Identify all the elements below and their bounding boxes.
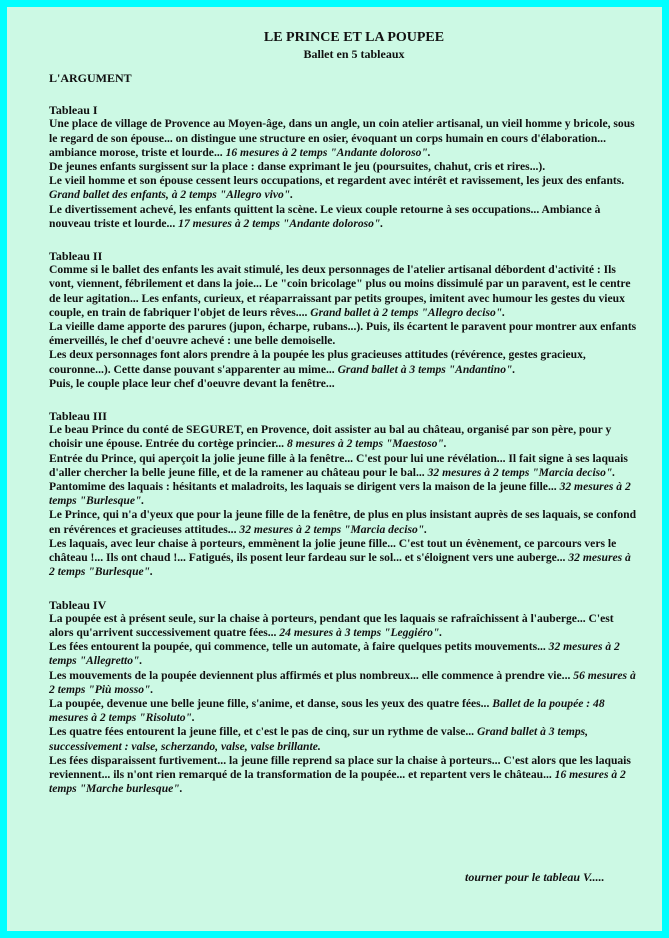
music-indication: 24 mesures à 3 temps "Leggiéro". bbox=[279, 625, 443, 639]
tableau-paragraph bbox=[49, 697, 639, 725]
music-indication: 16 mesures à 2 temps "Andante doloroso". bbox=[225, 145, 431, 159]
tableau-section bbox=[49, 598, 639, 797]
paragraph-text: Le divertissement achevé, les enfants quittent la scène. Le vieux couple retourne à ses occupations... Ambiance à nouveau triste et lourde... bbox=[49, 202, 601, 230]
paragraph-text: La poupée, devenue une belle jeune fille, s'anime, et danse, sous les yeux des quatre fées... bbox=[49, 696, 493, 710]
argument-heading: L'ARGUMENT bbox=[49, 71, 132, 85]
tableau-paragraph bbox=[49, 480, 639, 508]
music-indication: Ballet de la poupée : 48 mesures à 2 temps "Risoluto". bbox=[49, 696, 605, 725]
footer-note: tourner pour le tableau V..... bbox=[465, 870, 605, 884]
tableau-paragraph bbox=[49, 117, 639, 160]
music-indication: 32 mesures à 2 temps "Allegretto". bbox=[49, 640, 620, 668]
tableau-paragraph bbox=[49, 377, 639, 391]
document-subtitle: Ballet en 5 tableaux bbox=[303, 47, 405, 61]
paragraph-text: Les mouvements de la poupée deviennent plus affirmés et plus nombreux... elle commence à prendre vie... bbox=[49, 668, 574, 682]
paragraph-text: Une place de village de Provence au Moyen-âge, dans un angle, un coin atelier artisanal, un vieil homme y bricole, sous le regard de son épouse... on distingue une structure en osier, évoquant un corps humain en cours d'élaboration... ambiance morose, triste et lourde... bbox=[49, 117, 635, 159]
paragraph-text: De jeunes enfants surgissent sur la place : danse exprimant le jeu (poursuites, chahut, cris et rires...). bbox=[49, 160, 546, 174]
document-title: LE PRINCE ET LA POUPEE bbox=[263, 30, 445, 45]
music-indication: 17 mesures à 2 temps "Andante doloroso". bbox=[178, 216, 384, 230]
music-indication: 16 mesures à 2 temps "Marche burlesque". bbox=[49, 767, 626, 796]
paragraph-text: Les deux personnages font alors prendre à la poupée les plus gracieuses attitudes (révérence, gestes gracieux, couronne...). Cette danse pouvant s'apparenter au mime... bbox=[49, 348, 586, 376]
paragraph-text: Les fées disparaissent furtivement... la jeune fille reprend sa place sur la chaise à porteurs... C'est alors que les laquais reviennent... ils n'ont rien remarqué de la transformation de la poupée... et repartent vers le château... bbox=[49, 753, 631, 781]
music-indication: 56 mesures à 2 temps "Più mosso". bbox=[49, 668, 636, 696]
paragraph-text: Le beau Prince du conté de SEGURET, en Provence, doit assister au bal au château, organisé par son père, pour y choisir une épouse. Entrée du cortège princier... bbox=[49, 423, 612, 451]
tableau-paragraph bbox=[49, 203, 639, 231]
tableau-paragraph bbox=[49, 508, 639, 536]
music-indication: 32 mesures à 2 temps "Burlesque". bbox=[49, 551, 631, 579]
document-page bbox=[7, 7, 662, 931]
music-indication: Grand ballet à 3 temps, successivement : valse, scherzando, valse, valse brillante. bbox=[49, 725, 589, 753]
paragraph-text: Les laquais, avec leur chaise à porteurs, emmènent la jolie jeune fille... C'est tout un évènement, ce parcours vers le château !... Ils ont chaud !... Fatigués, ils posent leur fardeau sur le sol... et s'éloignent vers une auberge... bbox=[49, 536, 617, 565]
music-indication: 32 mesures à 2 temps "Marcia deciso". bbox=[239, 522, 428, 536]
tableau-heading: Tableau II bbox=[49, 249, 103, 264]
paragraph-text: Pantomime des laquais : hésitants et maladroits, les laquais se dirigent vers la maison de la jeune fille... bbox=[49, 480, 560, 494]
paragraph-text: La poupée est à présent seule, sur la chaise à porteurs, pendant que les laquais se rafraîchissent à l'auberge... C'est alors qu'arrivent successivement quatre fées... bbox=[49, 611, 614, 639]
tableau-paragraph bbox=[49, 452, 639, 480]
tableau-heading: Tableau I bbox=[49, 103, 98, 118]
tableau-paragraph bbox=[49, 320, 639, 348]
music-indication: Grand ballet à 3 temps "Andantino". bbox=[337, 362, 516, 376]
paragraph-text: Le Prince, qui n'a d'yeux que pour la jeune fille de la fenêtre, de plus en plus insistant auprès de ses laquais, se confond en révérences et gracieuses attitudes... bbox=[49, 508, 637, 536]
tableau-paragraph bbox=[49, 725, 639, 753]
tableau-paragraph bbox=[49, 537, 639, 580]
tableau-paragraph bbox=[49, 640, 639, 668]
paragraph-text: La vieille dame apporte des parures (jupon, écharpe, rubans...). Puis, ils écartent le paravent pour montrer aux enfants émerveillés, le chef d'oeuvre achevé : une belle demoiselle. bbox=[49, 320, 637, 348]
paragraph-text: Comme si le ballet des enfants les avait stimulé, les deux personnages de l'atelier artisanal débordent d'activité : Ils vont, viennent, fébrilement et dans la joie... Le "coin bricolage" plus ou moins dissimulé par un paravent, est le centre de leur agitation... Les enfants, curieux, et réaparraissant par petits groupes, imitent avec humour les gestes du vieux couple, en train de fabriquer l'objet de leurs rêves.... bbox=[49, 263, 631, 319]
tableau-section bbox=[49, 249, 639, 391]
tableaux-list bbox=[49, 103, 639, 796]
tableau-section bbox=[49, 103, 639, 231]
tableau-paragraph bbox=[49, 612, 639, 640]
tableau-heading: Tableau IV bbox=[49, 597, 107, 612]
tableau-paragraph bbox=[49, 263, 639, 320]
paragraph-text: Les quatre fées entourent la jeune fille, et c'est le pas de cinq, sur un rythme de valse... bbox=[49, 725, 477, 739]
tableau-paragraph bbox=[49, 754, 639, 797]
tableau-paragraph bbox=[49, 160, 639, 174]
tableau-paragraph bbox=[49, 669, 639, 697]
tableau-paragraph bbox=[49, 423, 639, 451]
paragraph-text: Le vieil homme et son épouse cessent leurs occupations, et regardent avec intérêt et ravissement, les jeux des enfants. bbox=[49, 174, 625, 188]
music-indication: Grand ballet des enfants, à 2 temps "Allegro vivo". bbox=[49, 188, 294, 202]
music-indication: Grand ballet à 2 temps "Allegro deciso". bbox=[310, 305, 506, 319]
document-body bbox=[49, 29, 639, 796]
tableau-paragraph bbox=[49, 348, 639, 376]
paragraph-text: Puis, le couple place leur chef d'oeuvre devant la fenêtre... bbox=[49, 376, 335, 390]
paragraph-text: Les fées entourent la poupée, qui commence, telle un automate, à faire quelques petits mouvements... bbox=[49, 640, 549, 654]
paragraph-text: Entrée du Prince, qui aperçoit la jolie jeune fille à la fenêtre... C'est pour lui une révélation... Il fait signe à ses laquais d'aller chercher la belle jeune fille, et de la ramener au château pour le bal... bbox=[49, 451, 628, 479]
music-indication: 8 mesures à 2 temps "Maestoso". bbox=[286, 437, 447, 451]
music-indication: 32 mesures à 2 temps "Burlesque". bbox=[49, 480, 631, 508]
tableau-paragraph bbox=[49, 174, 639, 202]
music-indication: 32 mesures à 2 temps "Marcia deciso". bbox=[427, 465, 616, 479]
tableau-heading: Tableau III bbox=[49, 409, 107, 424]
tableau-section bbox=[49, 409, 639, 579]
